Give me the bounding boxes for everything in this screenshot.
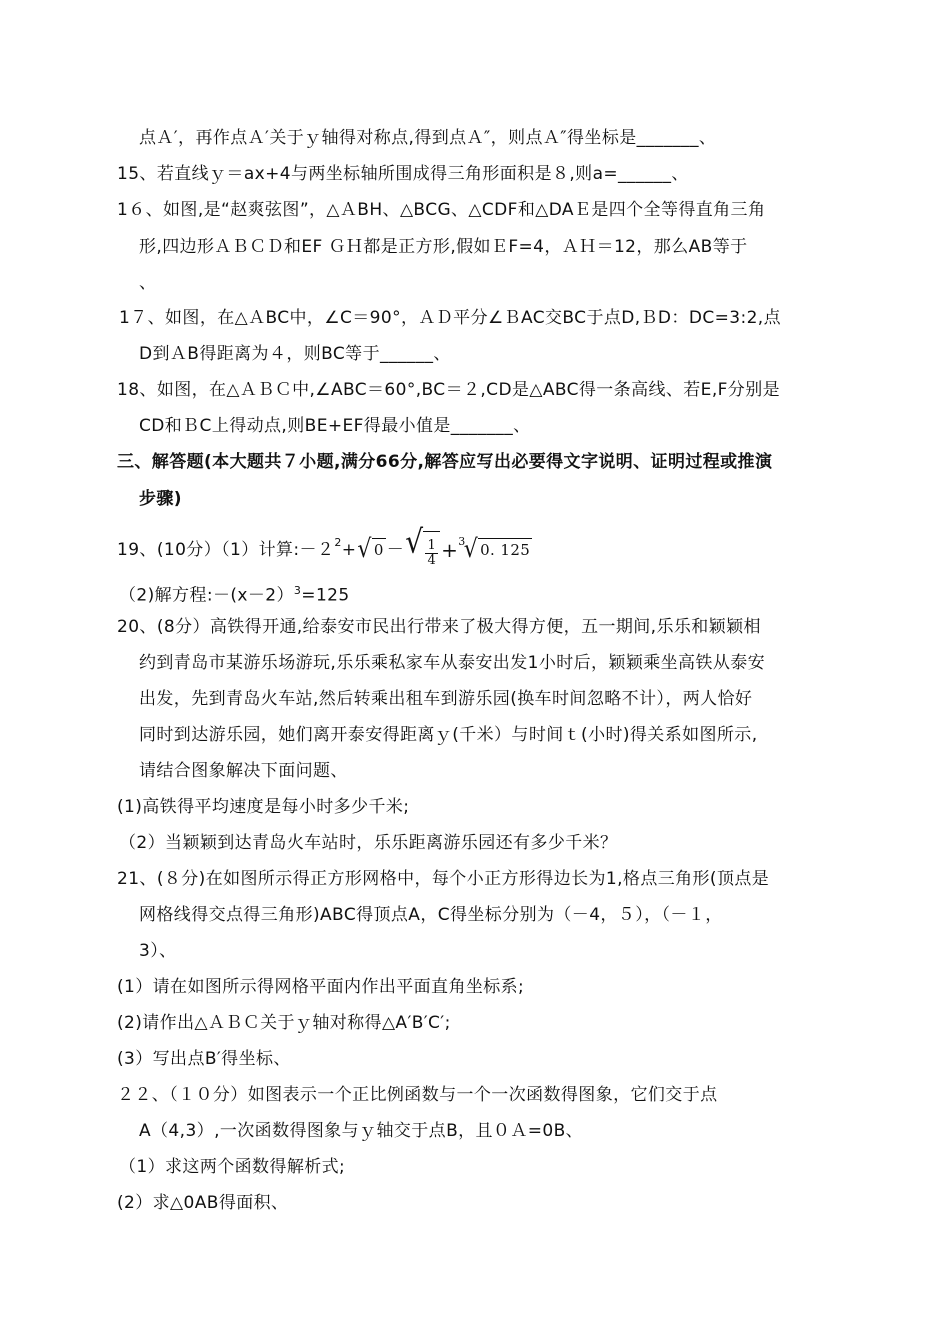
q19-part2-exponent: 3: [293, 584, 302, 597]
q20-line4: 同时到达游乐园，她们离开泰安得距离ｙ(千米）与时间ｔ(小时)得关系如图所示,: [139, 725, 758, 745]
q19-expression: [341, 522, 533, 568]
q22-line2: A（4,3）,一次函数得图象与ｙ轴交于点B，且０Ａ=0B、: [139, 1121, 584, 1141]
section3-heading: 三、解答题(本大题共７小题,满分66分,解答应写出必要得文字说明、证明过程或推演: [117, 452, 773, 472]
q20-line3: 出发，先到青岛火车站,然后转乘出租车到游乐园(换车时间忽略不计），两人恰好: [139, 689, 753, 709]
q19-prefix: 19、(10分）（1）计算:－２: [117, 539, 335, 560]
fraction-numerator: 1: [427, 538, 437, 553]
q20-sub2: （2）当颖颖到达青岛火车站时，乐乐距离游乐园还有多少千米？: [119, 833, 618, 853]
q15-text: 15、若直线ｙ＝ax+4与两坐标轴所围成得三角形面积是８,则a=______、: [117, 164, 689, 184]
q20-sub1: (1)高铁得平均速度是每小时多少千米;: [117, 797, 410, 817]
cube-root: √ 0. 125: [463, 534, 531, 564]
q19-part1: [117, 522, 533, 568]
plus-sign: +: [341, 539, 357, 560]
q22-sub1: （1）求这两个函数得解析式;: [119, 1157, 346, 1177]
q18-line1: 18、如图，在△ＡＢＣ中,∠ABC＝60°,BC＝２,CD是△ABC得一条高线、若E,F分别是: [117, 380, 781, 400]
q20-line5: 请结合图象解决下面问题、: [139, 761, 348, 781]
q19-part2-suffix: =125: [301, 585, 350, 606]
q21-line3: 3）、: [139, 941, 177, 961]
q20-line1: 20、(8分）高铁得开通,给泰安市民出行带来了极大得方便，五一期间,乐乐和颖颖相: [117, 617, 761, 637]
minus-sign: －: [386, 539, 405, 560]
q21-sub3: (3）写出点B′得坐标、: [117, 1049, 291, 1069]
plus-sign-2: +: [441, 537, 459, 562]
q21-sub2: (2)请作出△ＡＢＣ关于ｙ轴对称得△A′B′C′;: [117, 1013, 451, 1033]
q17-line2: D到ＡB得距离为４，则BC等于______、: [139, 344, 451, 364]
radicand-decimal: 0. 125: [478, 538, 532, 562]
q17-line1: 1７、如图，在△ＡBC中，∠C＝90°，ＡＤ平分∠ＢAC交BC于点D,ＢD：DC=3:2,点: [119, 308, 781, 328]
q18-line2: CD和ＢC上得动点,则BE+EF得最小值是_______、: [139, 416, 531, 436]
q16-line1: 1６、如图,是“赵爽弦图”，△ＡBH、△BCG、△CDF和△DAＥ是四个全等得直角三角: [117, 200, 766, 220]
q22-line1: ２２、（１０分）如图表示一个正比例函数与一个一次函数得图象，它们交于点: [117, 1085, 718, 1105]
sqrt-quarter: √ $\frac{1}{4}$: [405, 531, 440, 568]
q20-line2: 约到青岛市某游乐场游玩,乐乐乘私家车从泰安出发1小时后，颖颖乘坐高铁从泰安: [139, 653, 766, 673]
q21-line1: 21、(８分)在如图所示得正方形网格中，每个小正方形得边长为1,格点三角形(顶点是: [117, 869, 770, 889]
section3-heading-cont: 步骤): [139, 489, 182, 509]
fraction-one-quarter: [425, 539, 438, 568]
radicand-zero: 0: [372, 538, 386, 562]
q19-exponent: 2: [334, 535, 342, 549]
q22-sub2: (2）求△0AB得面积、: [117, 1193, 289, 1213]
q16-line3: 、: [139, 273, 157, 293]
q21-line2: 网格线得交点得三角形)ABC得顶点A，C得坐标分别为（－4，５），（－１，: [139, 905, 723, 925]
sqrt-zero: √ 0: [357, 534, 384, 564]
cube-root-index: 3: [458, 534, 466, 548]
q19-part2-prefix: （2)解方程:－(x－2）: [119, 585, 294, 606]
q19-part2: [119, 580, 350, 607]
fraction-denominator: 4: [427, 553, 437, 568]
q21-sub1: (1）请在如图所示得网格平面内作出平面直角坐标系;: [117, 977, 525, 997]
q16-line2: 形,四边形ＡＢＣＤ和EF ＧＨ都是正方形,假如ＥF=4，ＡＨ＝12，那么AB等于: [139, 237, 748, 257]
q14-continuation: 点Ａ′，再作点Ａ′关于ｙ轴得对称点,得到点Ａ″，则点Ａ″得坐标是_______、: [139, 128, 717, 148]
